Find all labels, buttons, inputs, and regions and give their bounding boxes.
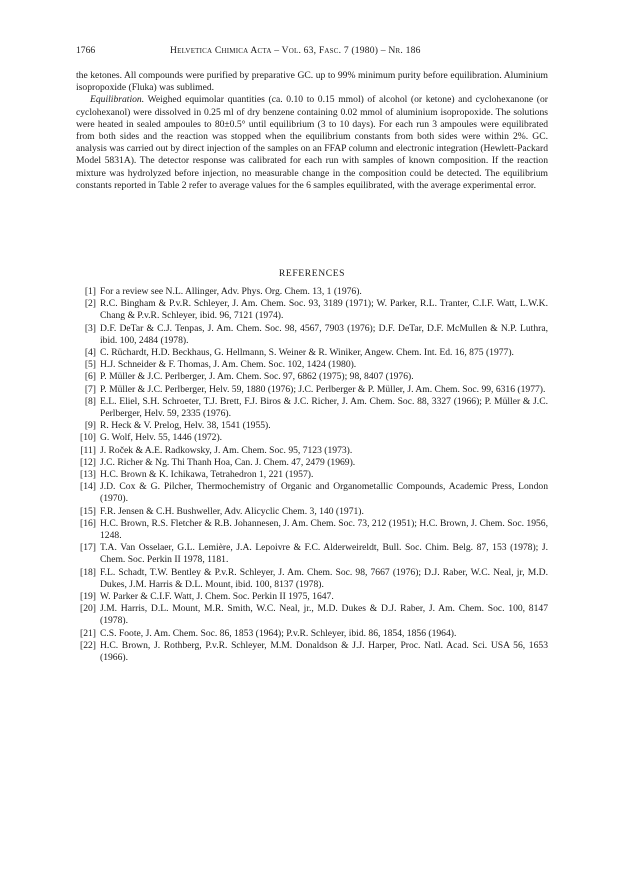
reference-item <box>76 432 548 444</box>
reference-item <box>76 640 548 664</box>
reference-number: [16] <box>80 517 96 529</box>
reference-item <box>76 286 548 298</box>
reference-text: J.C. Richer & Ng. Thi Thanh Hoa, Can. J. Chem. 47, 2479 (1969). <box>100 456 356 468</box>
reference-text: P. Müller & J.C. Perlberger, J. Am. Chem. Soc. 97, 6862 (1975); 98, 8407 (1976). <box>100 371 414 383</box>
reference-number: [18] <box>80 566 96 578</box>
reference-number: [11] <box>80 444 96 456</box>
reference-text: H.C. Brown & K. Ichikawa, Tetrahedron 1, 221 (1957). <box>100 469 314 481</box>
reference-item <box>76 384 548 396</box>
reference-number: [21] <box>80 627 96 639</box>
reference-text: W. Parker & C.I.F. Watt, J. Chem. Soc. Perkin II 1975, 1647. <box>100 591 334 603</box>
references-heading: REFERENCES <box>278 268 346 279</box>
reference-text: C.S. Foote, J. Am. Chem. Soc. 86, 1853 (1964); P.v.R. Schleyer, ibid. 86, 1854, 1856 (1964). <box>100 627 457 639</box>
reference-number: [8] <box>84 395 96 407</box>
reference-item <box>76 420 548 432</box>
reference-number: [20] <box>80 603 96 615</box>
reference-item <box>76 323 548 347</box>
reference-number: [6] <box>84 371 96 383</box>
reference-number: [15] <box>80 505 96 517</box>
reference-text: J. Roček & A.E. Radkowsky, J. Am. Chem. Soc. 95, 7123 (1973). <box>100 444 353 456</box>
running-head: Helvetica Chimica Acta – Vol. 63, Fasc. 7 (1980) – Nr. 186 <box>170 45 421 56</box>
reference-number: [13] <box>80 469 96 481</box>
reference-text: H.C. Brown, J. Rothberg, P.v.R. Schleyer, M.M. Donaldson & J.J. Harper, Proc. Natl. Acad. Sci. USA 56, 1653 (1966). <box>100 639 548 664</box>
reference-number: [17] <box>80 542 96 554</box>
article-body <box>76 70 548 192</box>
reference-item <box>76 359 548 371</box>
reference-number: [12] <box>80 456 96 468</box>
reference-number: [19] <box>80 591 96 603</box>
running-header <box>76 44 548 58</box>
reference-text: R.C. Bingham & P.v.R. Schleyer, J. Am. Chem. Soc. 93, 3189 (1971); W. Parker, R.L. Tranter, C.I.F. Watt, L.W.K. Chang & P.v.R. Schleyer, ibid. 96, 7121 (1974). <box>100 298 548 322</box>
reference-number: [1] <box>84 286 96 297</box>
reference-item <box>76 542 548 566</box>
reference-item <box>76 567 548 591</box>
reference-item <box>76 469 548 481</box>
references-list <box>76 286 548 664</box>
paragraph-equilibration <box>76 94 548 192</box>
reference-item <box>76 457 548 469</box>
paragraph-purification: the ketones. All compounds were purified by preparative GC. up to 99% minimum purity before equilibration. Aluminium isopropoxide (Fluka) was sublimed. <box>76 70 548 94</box>
reference-item <box>76 518 548 542</box>
equilibration-heading: Equilibration. <box>90 94 145 106</box>
reference-text: J.D. Cox & G. Pilcher, Thermochemistry of Organic and Organometallic Compounds, Academic Press, London (1970). <box>100 481 548 505</box>
reference-number: [10] <box>80 432 96 444</box>
reference-item <box>76 347 548 359</box>
reference-item <box>76 628 548 640</box>
reference-number: [14] <box>80 481 96 493</box>
reference-text: J.M. Harris, D.L. Mount, M.R. Smith, W.C. Neal, jr., M.D. Dukes & D.J. Raber, J. Am. Chem. Soc. 100, 8147 (1978). <box>100 603 548 627</box>
reference-number: [3] <box>84 322 96 334</box>
reference-item <box>76 298 548 322</box>
reference-item <box>76 591 548 603</box>
reference-item <box>76 506 548 518</box>
reference-item <box>76 371 548 383</box>
reference-number: [22] <box>80 639 96 651</box>
reference-item <box>76 481 548 505</box>
reference-text: E.L. Eliel, S.H. Schroeter, T.J. Brett, F.J. Biros & J.C. Richer, J. Am. Chem. Soc. 88, 3327 (1966); P. Müller & J.C. Perlberger, Helv. 59, 2335 (1976). <box>100 395 548 420</box>
reference-text: C. Rüchardt, H.D. Beckhaus, G. Hellmann, S. Weiner & R. Winiker, Angew. Chem. Int. Ed. 16, 875 (1977). <box>100 347 514 359</box>
reference-number: [9] <box>84 420 96 432</box>
reference-text: H.J. Schneider & F. Thomas, J. Am. Chem. Soc. 102, 1424 (1980). <box>100 359 357 371</box>
page-number: 1766 <box>76 45 96 56</box>
reference-text: P. Müller & J.C. Perlberger, Helv. 59, 1880 (1976); J.C. Perlberger & P. Müller, J. Am. Chem. Soc. 99, 6316 (1977). <box>100 383 546 395</box>
reference-text: T.A. Van Osselaer, G.L. Lemière, J.A. Lepoivre & F.C. Alderweireldt, Bull. Soc. Chim. Belg. 87, 153 (1978); J. Chem. Soc. Perkin II 1978, 1181. <box>100 542 548 566</box>
reference-item <box>76 396 548 420</box>
reference-number: [5] <box>84 359 96 371</box>
reference-text: F.R. Jensen & C.H. Bushweller, Adv. Alicyclic Chem. 3, 140 (1971). <box>100 505 364 517</box>
reference-text: F.L. Schadt, T.W. Bentley & P.v.R. Schleyer, J. Am. Chem. Soc. 98, 7667 (1976); D.J. Raber, W.C. Neal, jr, M.D. Dukes, J.M. Harris & D.L. Mount, ibid. 100, 8137 (1978). <box>100 566 548 590</box>
reference-text: H.C. Brown, R.S. Fletcher & R.B. Johannesen, J. Am. Chem. Soc. 73, 212 (1951); H.C. Brown, J. Chem. Soc. 1956, 1248. <box>100 517 548 542</box>
reference-number: [4] <box>84 347 96 359</box>
reference-number: [7] <box>84 383 96 395</box>
reference-item <box>76 445 548 457</box>
reference-text: G. Wolf, Helv. 55, 1446 (1972). <box>100 432 223 444</box>
reference-item <box>76 603 548 627</box>
reference-text: R. Heck & V. Prelog, Helv. 38, 1541 (1955). <box>100 420 271 432</box>
equilibration-text: Weighed equimolar quantities (ca. 0.10 to 0.15 mmol) of alcohol (or ketone) and cyclohexanone (or cyclohexanol) were dissolved in 0.25 ml of dry benzene containing 0.02 mmol of aluminium isopropoxide. The solutions were heated in sealed ampoules to 80±0.5° until equilibrium (3 to 10 days). For each run 3 ampoules were equilibrated from both sides and the reaction was stopped when the equilibrium constants from both sides were within 2%. GC. analysis was carried out by direct injection of the samples on an FFAP column and electronic integration (Hewlett-Packard Model 5831A). The detector response was calibrated for each run with samples of known composition. If the reaction mixture was hydrolyzed before injection, no measurable change in the composition could be detected. The equilibrium constants reported in Table 2 refer to average values for the 6 samples equilibrated, with the average experimental error. <box>76 94 548 191</box>
reference-text: For a review see N.L. Allinger, Adv. Phys. Org. Chem. 13, 1 (1976). <box>100 286 362 297</box>
reference-text: D.F. DeTar & C.J. Tenpas, J. Am. Chem. Soc. 98, 4567, 7903 (1976); D.F. DeTar, D.F. McMullen & N.P. Luthra, ibid. 100, 2484 (1978). <box>100 322 548 346</box>
reference-number: [2] <box>84 298 96 310</box>
